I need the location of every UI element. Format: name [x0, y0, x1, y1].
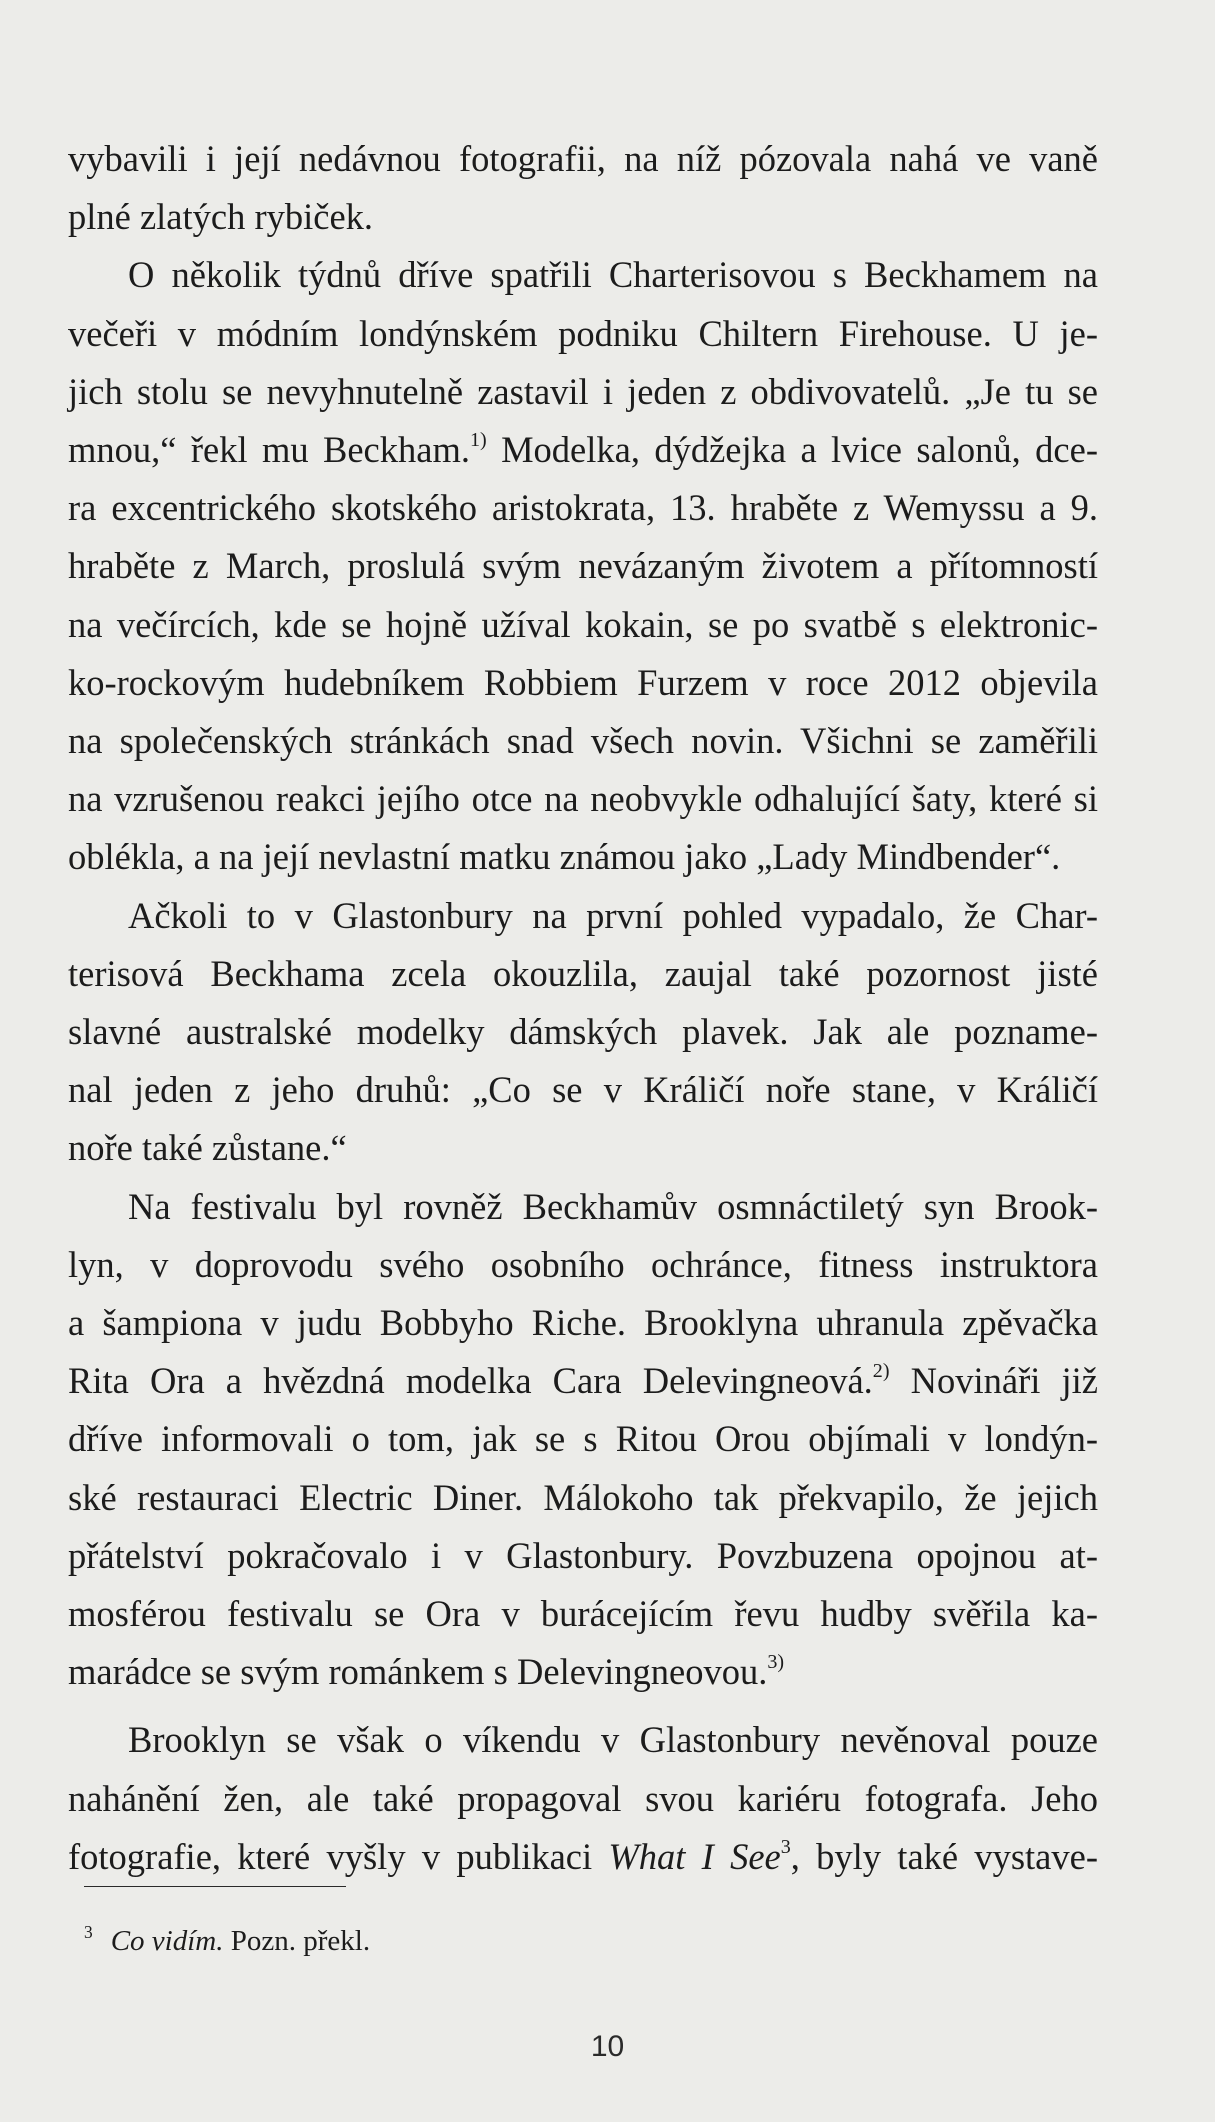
text-line: slavné australské modelky dámských plavek. Jak ale poznamе- [68, 1011, 1098, 1053]
text-line: na společenských stránkách snad všech novin. Všichni se zaměřili [68, 720, 1098, 762]
text-line: mosférou festivalu se Ora v burácejícím řevu hudby svěřila ka- [68, 1593, 1098, 1635]
paragraph-4 [68, 1178, 1098, 1702]
footnote-text: Pozn. překl. [223, 1925, 371, 1958]
footnote-ref: 3 [780, 1835, 791, 1858]
page-number: 10 [590, 2030, 625, 2063]
paragraph-2 [68, 246, 1098, 886]
text-line: ko-rockovým hudebníkem Robbiem Furzem v roce 2012 objevila [68, 661, 1098, 703]
paragraph-3 [68, 887, 1098, 1178]
paragraph-1 [68, 130, 1098, 246]
text-line: nahánění žen, ale také propagoval svou kariéru fotografa. Jeho [68, 1777, 1098, 1819]
endnote-ref: 2) [872, 1360, 890, 1383]
endnote-ref: 3) [767, 1651, 785, 1674]
text-line: Brooklyn se však o víkendu v Glastonbury nevěnoval pouze [128, 1719, 1098, 1761]
text-line [68, 1828, 1098, 1886]
text-run: fotografie, které vyšly v publikaci [68, 1835, 609, 1877]
paragraph-5 [68, 1711, 1098, 1886]
text-line: oblékla, a na její nevlastní matku známou jako „Lady Mindbender“. [68, 836, 1061, 878]
text-line: Na festivalu byl rovněž Beckhamův osmnáctiletý syn Brook- [128, 1185, 1098, 1227]
footnote [84, 1914, 370, 1959]
text-line [68, 1352, 1098, 1410]
text-line: ské restauraci Electric Diner. Málokoho tak překvapilo, že jejich [68, 1476, 1098, 1518]
text-run: Rita Ora a hvězdná modelka Cara Delevingneová. [68, 1360, 873, 1402]
text-line: na vzrušenou reakci jejího otce na neobvykle odhalující šaty, které si [68, 778, 1098, 820]
text-line: Ačkoli to v Glastonbury na první pohled vypadalo, že Char- [128, 894, 1098, 936]
text-line: O několik týdnů dříve spatřili Charterisovou s Beckhamem na [128, 254, 1098, 296]
text-run: , byly také vystave- [790, 1835, 1098, 1877]
text-line: terisová Beckhama zcela okouzlila, zaujal také pozornost jisté [68, 952, 1098, 994]
text-line: lyn, v doprovodu svého osobního ochránce, fitness instruktora [68, 1243, 1098, 1285]
text-line: hraběte z March, proslulá svým nevázaným životem a přítomností [68, 545, 1098, 587]
text-run: Novináři již [889, 1360, 1098, 1402]
text-line: na večírcích, kde se hojně užíval kokain, se po svatbě s elektronic- [68, 603, 1098, 645]
footnote-italic: Co vidím. [110, 1925, 224, 1958]
text-line: plné zlatých rybiček. [68, 196, 374, 238]
text-line [68, 421, 1098, 479]
text-line: noře také zůstane.“ [68, 1127, 347, 1169]
text-line: a šampiona v judu Bobbyho Riche. Brooklyna uhranula zpěvačka [68, 1302, 1098, 1344]
book-title: What I See [608, 1835, 781, 1877]
text-line: ra excentrického skotského aristokrata, 13. hraběte z Wemyssu a 9. [68, 487, 1098, 529]
text-line: jich stolu se nevyhnutelně zastavil i jeden z obdivovatelů. „Je tu se [68, 370, 1098, 412]
text-line: dříve informovali o tom, jak se s Ritou Orou objímali v londýn- [68, 1418, 1098, 1460]
footnote-mark: 3 [84, 1922, 93, 1942]
text-run: marádce se svým románkem s Delevingneovou. [68, 1651, 768, 1693]
text-line [68, 1643, 1098, 1701]
text-line: nal jeden z jeho druhů: „Co se v Králičí noře stane, v Králičí [68, 1069, 1098, 1111]
footnote-divider [84, 1886, 346, 1887]
endnote-ref: 1) [469, 428, 487, 451]
body-text [68, 130, 1098, 1886]
text-line: vybavili i její nedávnou fotografii, na níž pózovala nahá ve vaně [68, 138, 1098, 179]
text-line: přátelství pokračovalo i v Glastonbury. Povzbuzena opojnou at- [68, 1534, 1098, 1576]
text-run: Modelka, dýdžejka a lvice salonů, dce- [486, 429, 1098, 471]
text-run: mnou,“ řekl mu Beckham. [68, 429, 470, 471]
text-line: večeři v módním londýnském podniku Chiltern Firehouse. U je- [68, 312, 1098, 354]
